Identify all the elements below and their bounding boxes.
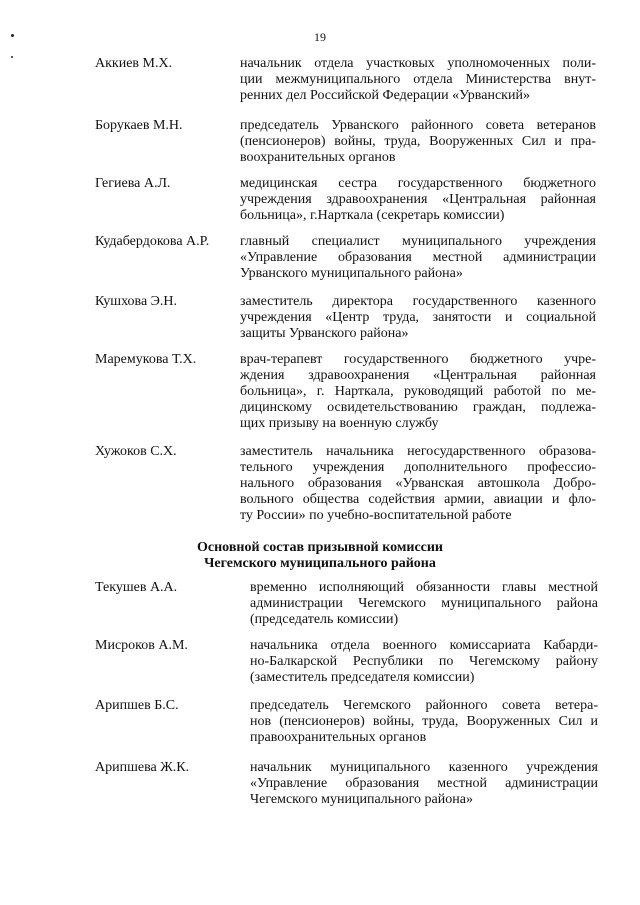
position-line: правоохранительных органов	[250, 730, 427, 745]
member-name: Кудабердокова А.Р.	[95, 234, 210, 249]
position-line: начальника отдела военного комиссариата Кабарди-	[250, 638, 598, 653]
member-name: Арипшева Ж.К.	[95, 760, 190, 775]
member-name: Аккиев М.Х.	[95, 56, 173, 71]
position-line: начальник муниципального казенного учреждения	[250, 760, 598, 775]
member-position	[250, 698, 598, 746]
page-number: 19	[314, 30, 326, 44]
position-line: нов (пенсионеров) войны, труда, Вооруженных Сил и	[250, 714, 598, 729]
heading-line-1: Основной состав призывной комиссии	[197, 540, 443, 555]
position-line: временно исполняющий обязанности главы местной	[250, 580, 598, 595]
member-name: Гегиева А.Л.	[95, 176, 171, 191]
position-line: (председатель комиссии)	[250, 612, 399, 627]
position-line: но-Балкарской Республики по Чегемскому району	[250, 654, 598, 669]
position-line: ренних дел Российской Федерации «Урванский»	[240, 88, 530, 103]
member-name: Текушев А.А.	[95, 580, 178, 595]
scan-mark	[11, 34, 14, 37]
position-line: «Управление образования местной администрации	[250, 776, 598, 791]
position-line: заместитель начальника негосударственного образова-	[240, 444, 596, 459]
member-name: Борукаев М.Н.	[95, 118, 183, 133]
position-line: ции межмуниципального отдела Министерства внут-	[240, 72, 596, 87]
scan-mark	[11, 56, 13, 58]
position-line: больница», г.Нарткала (секретарь комиссии)	[240, 208, 505, 223]
position-line: Урванского муниципального района»	[240, 266, 463, 281]
position-line: (пенсионеров) войны, труда, Вооруженных Сил и пра-	[240, 134, 596, 149]
position-line: председатель Урванского районного совета ветеранов	[240, 118, 596, 133]
position-line: заместитель директора государственного казенного	[240, 294, 596, 309]
position-line: дицинскому освидетельствованию граждан, подлежа-	[240, 400, 596, 415]
position-line: больница», г. Нарткала, руководящий работой по ме-	[240, 384, 596, 399]
position-line: Чегемского муниципального района»	[250, 792, 473, 807]
position-line: защиты Урванского района»	[240, 326, 409, 341]
member-position	[250, 580, 598, 628]
position-line: главный специалист муниципального учреждения	[240, 234, 596, 249]
member-position	[240, 234, 596, 282]
position-line: (заместитель председателя комиссии)	[250, 670, 475, 685]
position-line: воохранительных органов	[240, 150, 396, 165]
heading-line-2: Чегемского муниципального района	[204, 556, 436, 571]
position-line: медицинская сестра государственного бюджетного	[240, 176, 596, 191]
position-line: председатель Чегемского районного совета ветера-	[250, 698, 598, 713]
position-line: «Управление образования местной администрации	[240, 250, 596, 265]
position-line: ту России» по учебно-воспитательной работе	[240, 508, 512, 523]
position-line: врач-терапевт государственного бюджетного учре-	[240, 352, 596, 367]
member-name: Мисроков А.М.	[95, 638, 188, 653]
member-position	[240, 56, 596, 104]
position-line: нального образования «Урванская автошкола Добро-	[240, 476, 596, 491]
position-line: учреждения здравоохранения «Центральная районная	[240, 192, 596, 207]
member-position	[240, 352, 596, 432]
member-position	[240, 444, 596, 524]
member-position	[240, 176, 596, 224]
member-position	[240, 294, 596, 342]
section-heading	[0, 540, 640, 572]
member-name: Хужоков С.Х.	[95, 444, 177, 459]
position-line: учреждения «Центр труда, занятости и социальной	[240, 310, 596, 325]
member-name: Маремукова Т.Х.	[95, 352, 197, 367]
member-position	[250, 760, 598, 808]
position-line: администрации Чегемского муниципального района	[250, 596, 598, 611]
position-line: ждения здравоохранения «Центральная районная	[240, 368, 596, 383]
position-line: вольного общества содействия армии, авиации и фло-	[240, 492, 596, 507]
position-line: щих призыву на военную службу	[240, 416, 439, 431]
position-line: начальник отдела участковых уполномоченных поли-	[240, 56, 596, 71]
position-line: тельного учреждения дополнительного профессио-	[240, 460, 596, 475]
member-name: Арипшев Б.С.	[95, 698, 179, 713]
member-position	[240, 118, 596, 166]
member-name: Кушхова Э.Н.	[95, 294, 178, 309]
member-position	[250, 638, 598, 686]
